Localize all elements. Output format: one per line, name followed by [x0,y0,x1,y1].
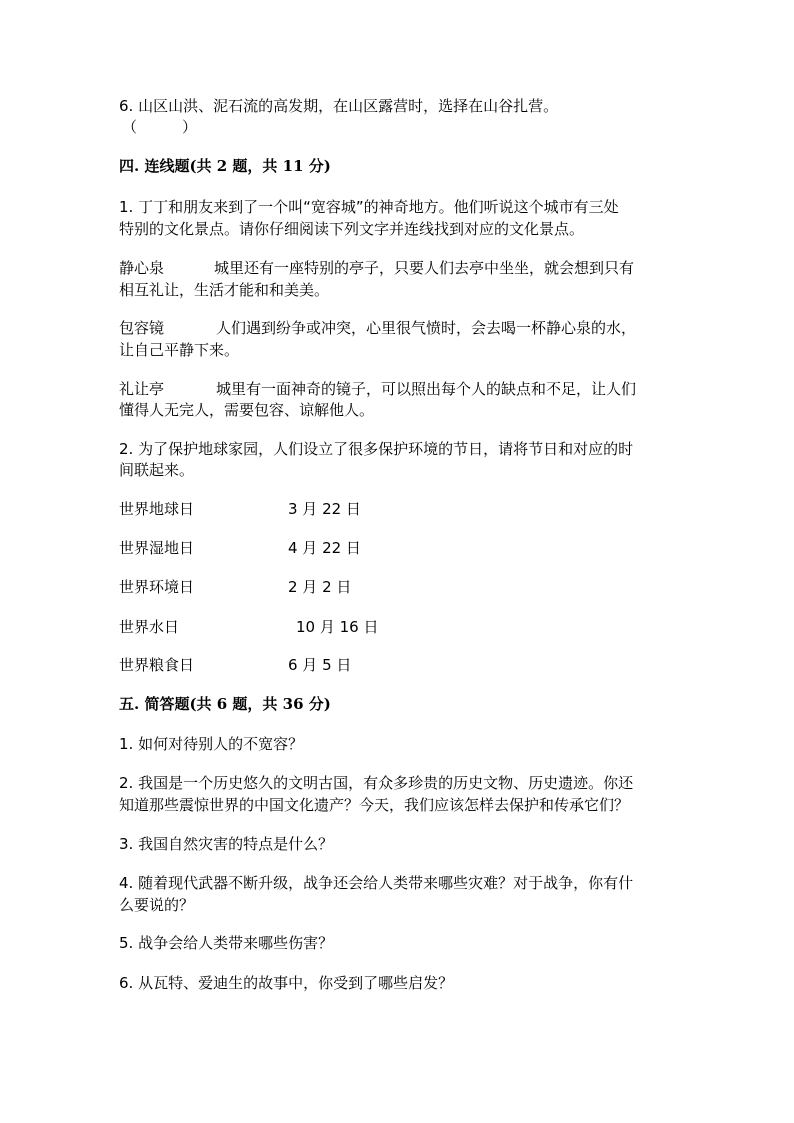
env-day-name: 世界湿地日 [119,539,195,557]
short-answer-q5: 5. 战争会给人类带来哪些伤害？ [119,934,334,952]
short-answer-q2: 2. 我国是一个历史悠久的文明古国，有众多珍贵的历史文物、历史遗迹。你还 [119,774,634,792]
env-day-date: 10 月 16 日 [296,618,379,636]
spot-description-cont: 让自己平静下来。 [119,341,240,359]
tf-question-6: 6. 山区山洪、泥石流的高发期，在山区露营时，选择在山谷扎营。 [119,97,559,115]
env-day-name: 世界地球日 [119,500,195,518]
env-day-date: 4 月 22 日 [288,539,361,557]
env-day-date: 2 月 2 日 [288,578,352,596]
env-day-name: 世界水日 [119,618,180,636]
short-answer-q2-cont: 知道那些震惊世界的中国文化遗产？今天，我们应该怎样去保护和传承它们？ [119,796,630,814]
spot-description: 城里有一面神奇的镜子，可以照出每个人的缺点和不足，让人们 [216,380,637,398]
env-day-date: 3 月 22 日 [288,500,361,518]
section-5-heading: 五. 简答题(共 6 题，共 36 分) [119,695,331,713]
env-day-date: 6 月 5 日 [288,656,352,674]
spot-name: 静心泉 [119,259,165,277]
spot-description-cont: 懂得人无完人，需要包容、谅解他人。 [119,401,375,419]
section-4-heading: 四. 连线题(共 2 题，共 11 分) [119,157,331,175]
matching-q2-line2: 间联起来。 [119,461,195,479]
answer-blank: （ ） [122,118,198,136]
spot-description: 人们遇到纷争或冲突，心里很气愤时，会去喝一杯静心泉的水， [216,319,637,337]
spot-description: 城里还有一座特别的亭子，只要人们去亭中坐坐，就会想到只有 [214,259,635,277]
matching-q1-line2: 特别的文化景点。请你仔细阅读下列文字并连线找到对应的文化景点。 [119,220,585,238]
spot-name: 包容镜 [119,319,165,337]
spot-description-cont: 相互礼让，生活才能和和美美。 [119,281,330,299]
env-day-name: 世界环境日 [119,578,195,596]
short-answer-q4-cont: 么要说的？ [119,896,195,914]
matching-q1-line1: 1. 丁丁和朋友来到了一个叫“宽容城”的神奇地方。他们听说这个城市有三处 [119,198,619,216]
short-answer-q4: 4. 随着现代武器不断升级，战争还会给人类带来哪些灾难？对于战争，你有什 [119,874,634,892]
env-day-name: 世界粮食日 [119,656,195,674]
short-answer-q3: 3. 我国自然灾害的特点是什么？ [119,835,334,853]
spot-name: 礼让亭 [119,380,165,398]
short-answer-q6: 6. 从瓦特、爱迪生的故事中，你受到了哪些启发？ [119,974,454,992]
short-answer-q1: 1. 如何对待别人的不宽容？ [119,735,304,753]
matching-q2-line1: 2. 为了保护地球家园，人们设立了很多保护环境的节日，请将节日和对应的时 [119,440,634,458]
